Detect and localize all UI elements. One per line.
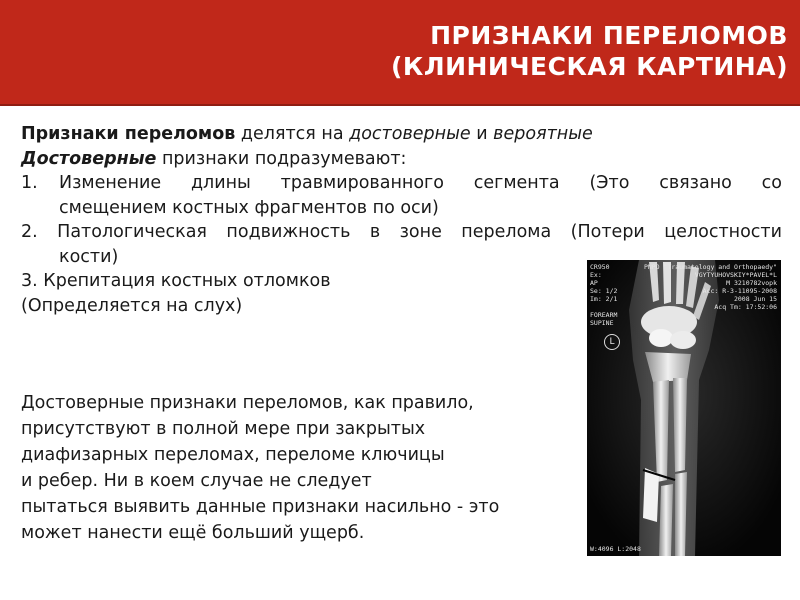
title-line-2: (КЛИНИЧЕСКАЯ КАРТИНА) [390,52,788,81]
list-item [21,171,782,220]
title-line-1: ПРИЗНАКИ ПЕРЕЛОМОВ [430,21,788,50]
conclusion-line: может нанести ещё больший ущерб. [21,523,365,543]
intro-mid-2: и [470,124,494,144]
list-text: Патологическая подвижность в зоне перелома (Потери целостности [57,222,782,242]
xray-right-info: PNPO "Traumatology and Orthopaedy" VGYTYUHOVSKIY*PAVEL*L M 3210782vopk Acc: R-3-11095-2008 2008 Jun 15 Acq Tm: 17:52:06 [643,263,777,311]
conclusion-line: присутствуют в полной мере при закрытых [21,419,426,439]
list-text-continuation: (Определяется на слух) [21,295,243,316]
page-title [391,20,788,82]
conclusion-line: и ребер. Ни в коем случае не следует [21,471,372,491]
title-bar [0,0,800,106]
intro-italic-2: вероятные [493,124,593,144]
list-text: Крепитация костных отломков [43,271,331,291]
conclusion-paragraph [21,390,561,546]
list-text: Изменение длины травмированного сегмента (Это связано со [59,173,782,193]
forearm-xray-image [587,260,781,556]
intro-mid-1: делятся на [235,124,350,144]
list-number: 1. [21,173,38,193]
list-number: 2. [21,222,38,242]
reliable-label: Достоверные [21,148,157,169]
xray-left-info: CR950 Ex: AP Se: 1/2 Im: 2/1 FOREARM SUPINE [590,263,618,327]
reliable-rest: признаки подразумевают: [156,148,407,169]
intro-bold: Признаки переломов [21,124,236,144]
side-marker: L [604,334,620,350]
conclusion-line: Достоверные признаки переломов, как правило, [21,393,474,413]
intro-line [21,122,782,147]
conclusion-line: диафизарных переломах, переломе ключицы [21,445,445,465]
list-text-continuation: смещением костных фрагментов по оси) [59,197,439,218]
list-number: 3. [21,271,38,291]
conclusion-line: пытаться выявить данные признаки насильно - это [21,497,500,517]
reliable-line [21,147,782,172]
intro-italic-1: достоверные [349,124,471,144]
xray-window-level: W:4096 L:2048 [590,545,641,553]
list-text-continuation: кости) [59,246,119,267]
